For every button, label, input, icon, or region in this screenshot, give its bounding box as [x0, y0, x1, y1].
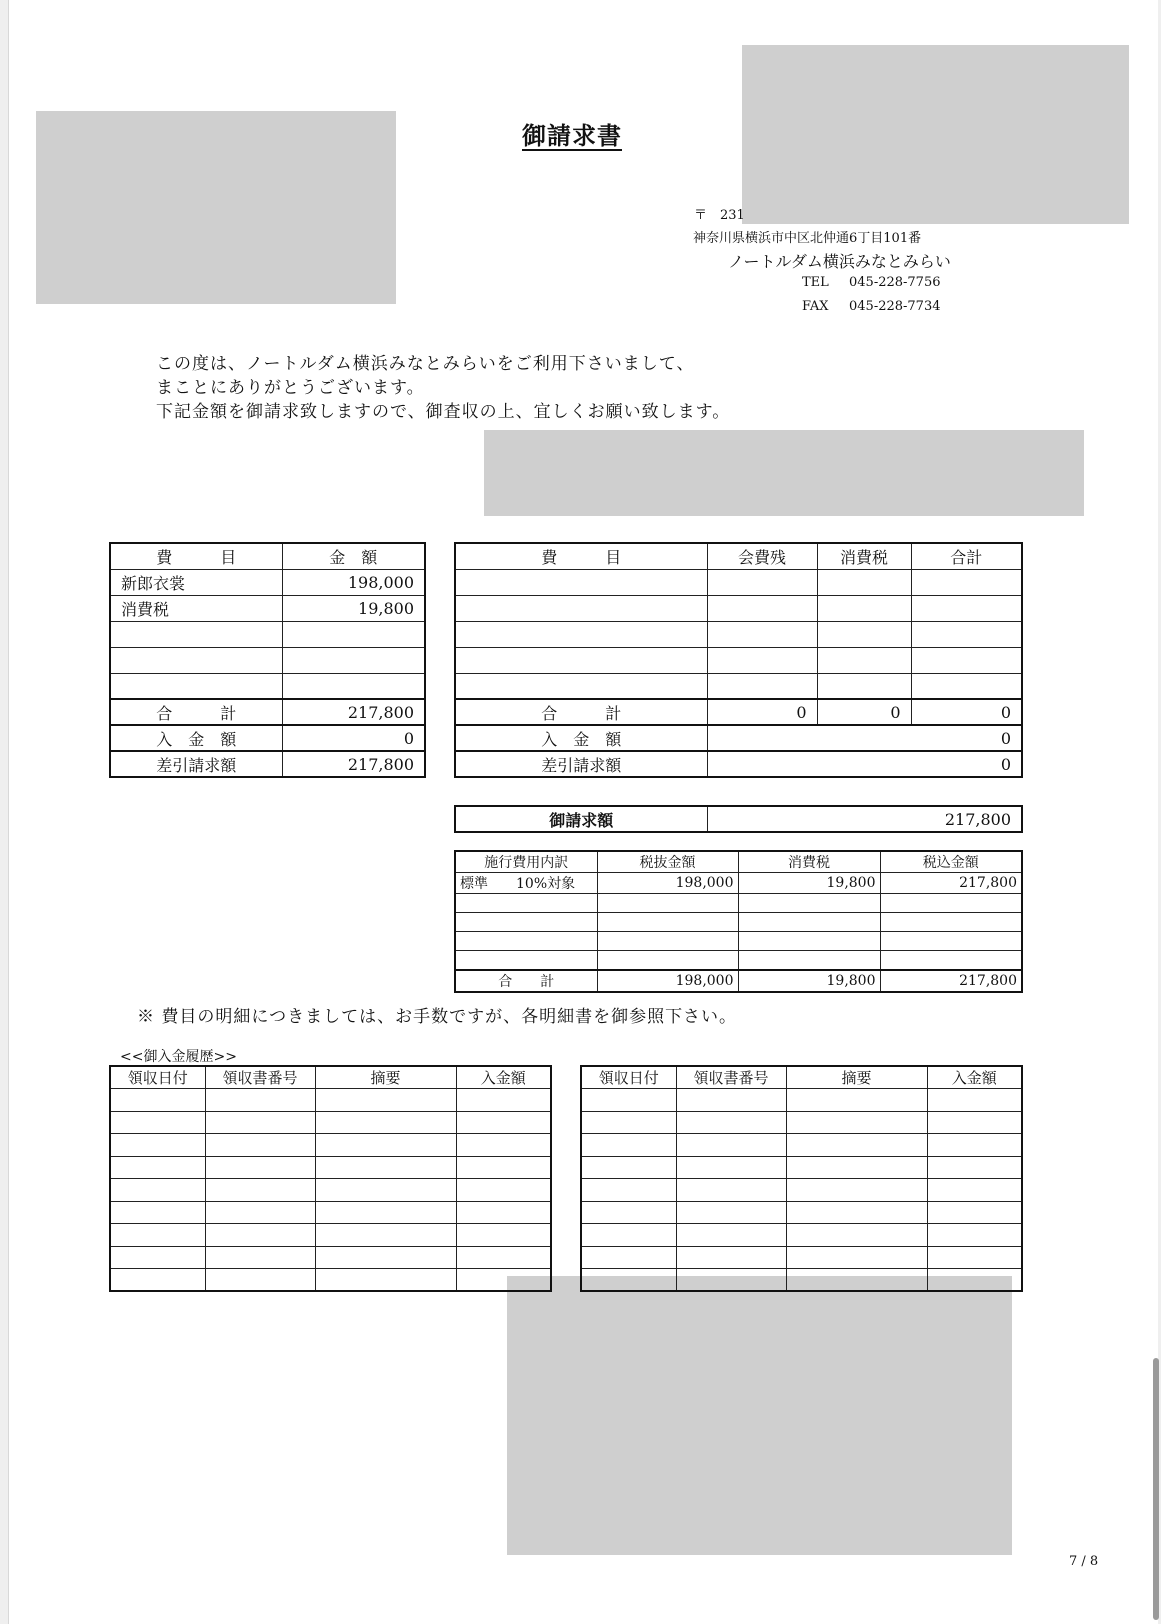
- table-row: [455, 894, 1022, 913]
- table-row: [581, 1066, 1022, 1089]
- table-cell: [581, 1201, 676, 1224]
- table-cell: [110, 1134, 205, 1157]
- col-header-tax: 消費税: [738, 851, 880, 873]
- col-header-deposit-amount: 入金額: [456, 1066, 551, 1089]
- table-cell: [205, 1134, 315, 1157]
- postal-code: 〒 231: [694, 208, 745, 223]
- table-cell: [880, 932, 1022, 951]
- table-cell: [455, 673, 707, 699]
- col-header-description: 摘要: [315, 1066, 456, 1089]
- table-cell: [738, 932, 880, 951]
- table-cell: [786, 1089, 927, 1112]
- balance-label: 差引請求額: [110, 751, 282, 777]
- redacted-block-bottom: [507, 1276, 1012, 1555]
- table-cell: [455, 913, 597, 932]
- table-cell: [597, 932, 738, 951]
- redacted-block-middle: [484, 430, 1084, 516]
- table-row: [455, 873, 1022, 894]
- table-cell: [786, 1111, 927, 1134]
- table-cell: [110, 1111, 205, 1134]
- table-cell: [581, 1111, 676, 1134]
- table-cell: [581, 1224, 676, 1247]
- table-cell: [786, 1134, 927, 1157]
- table-cell: [707, 647, 817, 673]
- table-cell: [911, 569, 1022, 595]
- detail-note: ※ 費目の明細につきましては、お手数ですが、各明細書を御参照下さい。: [137, 1007, 738, 1027]
- table-cell: [927, 1134, 1022, 1157]
- table-cell: [676, 1269, 786, 1292]
- intro-text: [156, 352, 730, 424]
- table-cell: [597, 913, 738, 932]
- col-header-breakdown: 施行費用内訳: [455, 851, 597, 873]
- table-cell: [927, 1224, 1022, 1247]
- table-cell: [911, 647, 1022, 673]
- intro-line-2: まことにありがとうございます。: [156, 378, 425, 398]
- intro-line-3: 下記金額を御請求致しますので、御査収の上、宜しくお願い致します。: [156, 402, 731, 422]
- table-cell: [707, 673, 817, 699]
- col-header-membership-balance: 会費残: [707, 543, 817, 569]
- table-cell: [786, 1156, 927, 1179]
- invoice-amount-value: 217,800: [707, 806, 1022, 832]
- table-cell: [817, 595, 911, 621]
- table-cell: [927, 1246, 1022, 1269]
- table-cell: [738, 951, 880, 970]
- page-number: 7 / 8: [1069, 1554, 1099, 1569]
- deposit-label: 入 金 額: [110, 725, 282, 751]
- balance-row: [110, 751, 425, 777]
- right-summary-table: [454, 542, 1023, 778]
- balance-label: 差引請求額: [455, 751, 707, 777]
- table-cell: [676, 1111, 786, 1134]
- table-cell: [817, 647, 911, 673]
- table-cell: [456, 1201, 551, 1224]
- table-cell: [315, 1201, 456, 1224]
- table-cell: [927, 1111, 1022, 1134]
- table-cell: [455, 951, 597, 970]
- deposit-label: 入 金 額: [455, 725, 707, 751]
- table-row: [581, 1269, 1022, 1292]
- table-cell: [205, 1179, 315, 1202]
- table-row: [110, 543, 425, 569]
- table-cell: [110, 1179, 205, 1202]
- table-row: [110, 1066, 551, 1089]
- table-cell: [707, 569, 817, 595]
- table-row: [455, 951, 1022, 970]
- table-cell: [455, 569, 707, 595]
- table-cell: [927, 1179, 1022, 1202]
- table-cell: [456, 1224, 551, 1247]
- table-row: [455, 569, 1022, 595]
- table-cell: [880, 951, 1022, 970]
- intro-line-1: この度は、ノートルダム横浜みなとみらいをご利用下さいまして、: [156, 354, 695, 374]
- table-cell: [456, 1111, 551, 1134]
- table-cell: [456, 1246, 551, 1269]
- table-cell: [880, 913, 1022, 932]
- table-row: [110, 595, 425, 621]
- table-cell: [205, 1246, 315, 1269]
- address: 神奈川県横浜市中区北仲通6丁目101番: [693, 231, 922, 246]
- item-name: 新郎衣裳: [110, 569, 282, 595]
- table-cell: [786, 1179, 927, 1202]
- payment-history-table-left: [109, 1065, 552, 1292]
- document-title: 御請求書: [522, 121, 622, 150]
- col-header-receipt-date: 領収日付: [581, 1066, 676, 1089]
- table-row: [581, 1089, 1022, 1112]
- table-row: [581, 1201, 1022, 1224]
- table-cell: [738, 913, 880, 932]
- table-cell: [817, 673, 911, 699]
- table-cell: [315, 1269, 456, 1292]
- col-header-item: 費 目: [455, 543, 707, 569]
- invoice-amount-label: 御請求額: [455, 806, 707, 832]
- table-row: [110, 1269, 551, 1292]
- table-cell: [597, 951, 738, 970]
- deposit-value: 0: [707, 725, 1022, 751]
- table-row: [581, 1246, 1022, 1269]
- table-cell: [927, 1089, 1022, 1112]
- table-cell: [786, 1224, 927, 1247]
- invoice-amount-box: [454, 805, 1023, 833]
- breakdown-total-pretax: 198,000: [597, 970, 738, 992]
- table-row: [110, 647, 425, 673]
- table-row: [110, 1156, 551, 1179]
- breakdown-total-tax: 19,800: [738, 970, 880, 992]
- table-row: [581, 1111, 1022, 1134]
- vertical-scrollbar[interactable]: [1153, 1358, 1159, 1620]
- table-row: [110, 673, 425, 699]
- total-membership-balance: 0: [707, 699, 817, 725]
- col-header-total: 合計: [911, 543, 1022, 569]
- table-cell: [581, 1134, 676, 1157]
- breakdown-tax: 19,800: [738, 873, 880, 894]
- table-cell: [786, 1201, 927, 1224]
- table-cell: [315, 1156, 456, 1179]
- table-cell: [315, 1089, 456, 1112]
- total-row: [110, 699, 425, 725]
- table-cell: [786, 1269, 927, 1292]
- breakdown-taxincluded: 217,800: [880, 873, 1022, 894]
- left-summary-table: [109, 542, 426, 778]
- item-amount: 19,800: [282, 595, 425, 621]
- table-cell: [110, 1246, 205, 1269]
- table-row: [455, 595, 1022, 621]
- table-cell: [786, 1246, 927, 1269]
- table-cell: [205, 1224, 315, 1247]
- fax-number: 045-228-7734: [849, 299, 941, 314]
- table-cell: [315, 1224, 456, 1247]
- table-cell: [676, 1201, 786, 1224]
- table-cell: [205, 1089, 315, 1112]
- table-row: [581, 1156, 1022, 1179]
- table-row: [581, 1179, 1022, 1202]
- table-cell: [110, 1224, 205, 1247]
- table-cell: [597, 894, 738, 913]
- tel-label: TEL: [802, 275, 829, 290]
- item-name: 消費税: [110, 595, 282, 621]
- payment-history-label: <<御入金履歴>>: [120, 1049, 237, 1065]
- table-cell: [455, 647, 707, 673]
- tel-number: 045-228-7756: [849, 275, 941, 290]
- table-cell: [456, 1089, 551, 1112]
- table-row: [110, 1134, 551, 1157]
- col-header-pretax: 税抜金額: [597, 851, 738, 873]
- col-header-amount: 金 額: [282, 543, 425, 569]
- table-cell: [817, 621, 911, 647]
- col-header-description: 摘要: [786, 1066, 927, 1089]
- total-label: 合 計: [110, 699, 282, 725]
- table-row: [110, 1201, 551, 1224]
- table-row: [455, 913, 1022, 932]
- table-row: [110, 569, 425, 595]
- breakdown-table: [454, 850, 1023, 993]
- balance-value: 0: [707, 751, 1022, 777]
- table-cell: [315, 1179, 456, 1202]
- total-row: [455, 699, 1022, 725]
- table-cell: [676, 1156, 786, 1179]
- balance-row: [455, 751, 1022, 777]
- table-cell: [110, 1269, 205, 1292]
- table-cell: [456, 1269, 551, 1292]
- table-row: [455, 932, 1022, 951]
- redacted-block-top-left: [36, 111, 396, 304]
- table-row: [455, 673, 1022, 699]
- col-header-taxincluded: 税込金額: [880, 851, 1022, 873]
- company-name: ノートルダム横浜みなとみらい: [728, 252, 951, 271]
- table-cell: [676, 1224, 786, 1247]
- col-header-receipt-number: 領収書番号: [205, 1066, 315, 1089]
- table-cell: [738, 894, 880, 913]
- table-cell: [581, 1089, 676, 1112]
- table-cell: [455, 932, 597, 951]
- table-cell: [315, 1134, 456, 1157]
- table-cell: [707, 595, 817, 621]
- table-cell: [315, 1246, 456, 1269]
- table-cell: [110, 1089, 205, 1112]
- total-label: 合 計: [455, 699, 707, 725]
- item-amount: 198,000: [282, 569, 425, 595]
- table-row: [455, 647, 1022, 673]
- table-cell: [581, 1246, 676, 1269]
- col-header-tax: 消費税: [817, 543, 911, 569]
- table-row: [455, 851, 1022, 873]
- payment-history-table-right: [580, 1065, 1023, 1292]
- table-cell: [581, 1269, 676, 1292]
- table-cell: [205, 1156, 315, 1179]
- redacted-block-top-right: [742, 45, 1129, 224]
- table-cell: [911, 595, 1022, 621]
- table-row: [110, 1246, 551, 1269]
- table-cell: [455, 621, 707, 647]
- table-cell: [880, 894, 1022, 913]
- table-cell: [911, 621, 1022, 647]
- table-cell: [456, 1134, 551, 1157]
- table-cell: [456, 1156, 551, 1179]
- table-cell: [455, 595, 707, 621]
- table-row: [581, 1224, 1022, 1247]
- fax-label: FAX: [802, 299, 829, 314]
- total-value: 217,800: [282, 699, 425, 725]
- deposit-row: [110, 725, 425, 751]
- table-cell: [455, 894, 597, 913]
- table-row: [455, 806, 1022, 832]
- table-cell: [205, 1269, 315, 1292]
- table-row: [110, 1089, 551, 1112]
- table-cell: [110, 1201, 205, 1224]
- table-cell: [927, 1269, 1022, 1292]
- table-cell: [676, 1134, 786, 1157]
- breakdown-pretax: 198,000: [597, 873, 738, 894]
- col-header-receipt-date: 領収日付: [110, 1066, 205, 1089]
- table-cell: [817, 569, 911, 595]
- table-row: [455, 543, 1022, 569]
- table-cell: [581, 1156, 676, 1179]
- table-cell: [676, 1246, 786, 1269]
- breakdown-category: 標準 10%対象: [455, 873, 597, 894]
- table-row: [110, 1111, 551, 1134]
- table-cell: [707, 621, 817, 647]
- deposit-value: 0: [282, 725, 425, 751]
- total-sum: 0: [911, 699, 1022, 725]
- document-page: [8, 0, 1158, 1624]
- balance-value: 217,800: [282, 751, 425, 777]
- table-cell: [456, 1179, 551, 1202]
- table-cell: [927, 1156, 1022, 1179]
- table-cell: [581, 1179, 676, 1202]
- deposit-row: [455, 725, 1022, 751]
- col-header-deposit-amount: 入金額: [927, 1066, 1022, 1089]
- table-row: [110, 621, 425, 647]
- table-cell: [927, 1201, 1022, 1224]
- table-cell: [315, 1111, 456, 1134]
- table-cell: [676, 1089, 786, 1112]
- table-row: [581, 1134, 1022, 1157]
- breakdown-total-row: [455, 970, 1022, 992]
- col-header-item: 費 目: [110, 543, 282, 569]
- table-cell: [110, 1156, 205, 1179]
- table-row: [455, 621, 1022, 647]
- table-row: [110, 1179, 551, 1202]
- table-cell: [676, 1179, 786, 1202]
- table-cell: [205, 1201, 315, 1224]
- breakdown-total-taxincluded: 217,800: [880, 970, 1022, 992]
- table-row: [110, 1224, 551, 1247]
- breakdown-total-label: 合 計: [455, 970, 597, 992]
- table-cell: [205, 1111, 315, 1134]
- total-tax: 0: [817, 699, 911, 725]
- table-cell: [911, 673, 1022, 699]
- col-header-receipt-number: 領収書番号: [676, 1066, 786, 1089]
